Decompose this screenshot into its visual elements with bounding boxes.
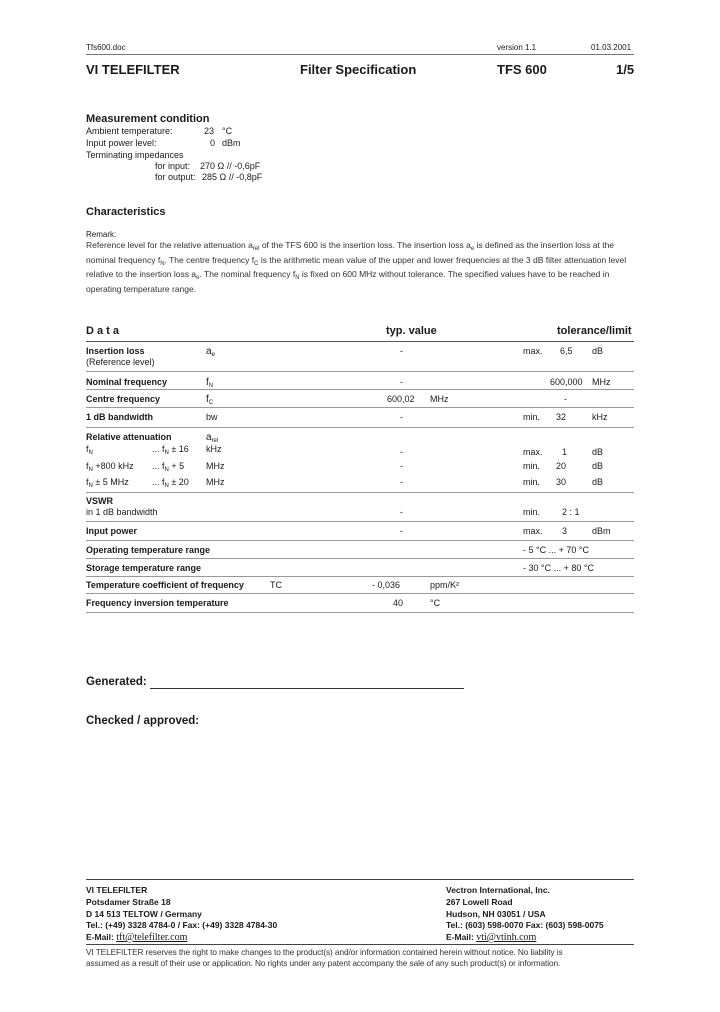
footer-left-city: D 14 513 TELTOW / Germany (86, 909, 202, 919)
ambient-value: 23 (204, 126, 215, 136)
impedance-label: Terminating impedances (86, 150, 184, 160)
rel-row-1-tol-unit: dB (592, 447, 604, 457)
rel-row-3-tol-prefix: min. (523, 477, 541, 487)
generated-label: Generated: (86, 676, 147, 688)
relative-attenuation-symbol: $a_{rel}$ (206, 432, 219, 444)
disclaimer-line-1: VI TELEFILTER reserves the right to make changes to the product(s) and/or information contained herein without notice. No liability is (86, 947, 563, 957)
centre-frequency-label: Centre frequency (86, 394, 161, 404)
footer-rule-2 (86, 944, 634, 945)
row-rule (86, 407, 634, 408)
row-rule (86, 521, 634, 522)
input-power-label: Input power (86, 526, 137, 536)
footer-left-name: VI TELEFILTER (86, 885, 148, 895)
vswr-typ: - (400, 507, 403, 517)
doc-version: version 1.1 (497, 43, 537, 52)
input-power-tol-unit: dBm (592, 526, 611, 536)
rel-row-2-from: $f_N +800$ kHz (86, 461, 134, 473)
rel-row-3-typ: - (400, 477, 403, 487)
footer-right-city: Hudson, NH 03051 / USA (446, 909, 546, 919)
rel-row-3-unit: MHz (206, 477, 225, 487)
bandwidth-symbol: bw (206, 412, 218, 422)
table-header-rule (86, 341, 634, 342)
rel-row-2-tol-unit: dB (592, 461, 604, 471)
output-label: for output: (155, 172, 196, 182)
bandwidth-typ: - (400, 412, 403, 422)
footer-left-street: Potsdamer Straße 18 (86, 897, 171, 907)
doc-date: 01.03.2001 (591, 43, 632, 52)
vswr-label: VSWR (86, 496, 113, 506)
vswr-tol-value: 2 : 1 (562, 507, 580, 517)
row-rule (86, 427, 634, 428)
vswr-sub-label: in 1 dB bandwidth (86, 507, 158, 517)
inversion-temp-unit: °C (430, 598, 441, 608)
col-data-header: D a t a (86, 325, 120, 337)
insertion-loss-label: Insertion loss (86, 346, 145, 356)
centre-frequency-symbol: $f_C$ (206, 394, 214, 406)
product-code: TFS 600 (497, 62, 547, 77)
row-rule (86, 492, 634, 493)
insertion-loss-typ: - (400, 346, 403, 356)
row-rule (86, 389, 634, 390)
power-unit: dBm (222, 138, 241, 148)
ambient-unit: °C (222, 126, 233, 136)
vswr-tol-prefix: min. (523, 507, 541, 517)
power-label: Input power level: (86, 138, 157, 148)
input-power-tol-prefix: max. (523, 526, 543, 536)
footer-right-email-row: E-Mail: vti@vtinh.com (446, 932, 537, 943)
output-value: 285 Ω // -0,8pF (202, 172, 263, 182)
footer-right-street: 267 Lowell Road (446, 897, 513, 907)
nominal-frequency-tol-unit: MHz (592, 377, 611, 387)
remark-label: Remark: (86, 230, 117, 239)
footer-right-phone: Tel.: (603) 598-0070 Fax: (603) 598-0075 (446, 920, 604, 930)
page-number: 1/5 (616, 62, 635, 77)
rel-row-1-tol-value: 1 (562, 447, 568, 457)
generated-signature-line[interactable] (150, 688, 464, 689)
inversion-temp-label: Frequency inversion temperature (86, 598, 229, 608)
bandwidth-tol-unit: kHz (592, 412, 608, 422)
col-tol-header: tolerance/limit (557, 325, 632, 337)
disclaimer-line-2: assumed as a result of their use or application. No rights under any patent accompany the sale of any such product(s) or information. (86, 958, 561, 968)
input-label: for input: (155, 161, 191, 171)
footer-right-name: Vectron International, Inc. (446, 885, 550, 895)
bandwidth-tol-value: 32 (556, 412, 567, 422)
row-rule (86, 558, 634, 559)
row-rule (86, 540, 634, 541)
nominal-frequency-typ: - (400, 377, 403, 387)
rel-row-1-unit: kHz (206, 444, 222, 454)
rel-row-2-unit: MHz (206, 461, 225, 471)
rel-row-3-tol-unit: dB (592, 477, 604, 487)
centre-frequency-typ: 600,02 (387, 394, 415, 404)
insertion-loss-symbol: $a_e$ (206, 346, 215, 358)
storage-temp-range: - 30 °C ... + 80 °C (523, 563, 594, 573)
inversion-temp-typ: 40 (393, 598, 404, 608)
checked-label: Checked / approved: (86, 715, 200, 727)
temp-coefficient-symbol: TC (270, 580, 282, 590)
rel-row-2-tol-value: 20 (556, 461, 567, 471)
insertion-loss-tol-prefix: max. (523, 346, 543, 356)
rel-row-2-tol-prefix: min. (523, 461, 541, 471)
footer-left-email-link[interactable]: tft@telefilter.com (116, 932, 188, 943)
storage-temp-label: Storage temperature range (86, 563, 202, 573)
doc-filename: Tfs600.doc (86, 43, 126, 52)
nominal-frequency-tol-value: 600,000 (550, 377, 583, 387)
input-power-tol-value: 3 (562, 526, 568, 536)
insertion-loss-tol-unit: dB (592, 346, 604, 356)
temp-coefficient-label: Temperature coefficient of frequency (86, 580, 244, 590)
temp-coefficient-unit: ppm/K² (430, 580, 460, 590)
centre-frequency-typ-unit: MHz (430, 394, 449, 404)
rel-row-3-from: $f_N \pm 5$ MHz (86, 477, 129, 489)
footer-right-email-link[interactable]: vti@vtinh.com (476, 932, 537, 943)
rel-row-1-to: ... $f_N \pm 16$ (152, 444, 189, 456)
remark-paragraph: Reference level for the relative attenuation $a_{rel}$ of the TFS 600 is the insertion loss. The insertion loss $a_e$ is defined as the insertion loss at the nominal frequency $f_N$. The centre frequency $f_C$ is the arithmetic mean value of the upper and lower frequencies at the 3 dB filter attenuation level relative to the insertion loss $a_e$. The nominal frequency $f_N$ is fixed on 600 MHz without tolerance. The specified values have to be reached in operating temperature range. (86, 240, 627, 294)
nominal-frequency-symbol: $f_N$ (206, 377, 214, 389)
reference-level-label: (Reference level) (86, 357, 155, 367)
page-title: Filter Specification (300, 62, 417, 77)
input-value: 270 Ω // -0,6pF (200, 161, 261, 171)
bandwidth-tol-prefix: min. (523, 412, 541, 422)
rel-row-2-to: ... $f_N + 5$ (152, 461, 185, 473)
input-power-typ: - (400, 526, 403, 536)
row-rule (86, 612, 634, 613)
bandwidth-label: 1 dB bandwidth (86, 412, 153, 422)
col-typ-header: typ. value (386, 325, 437, 337)
footer-left-phone: Tel.: (+49) 3328 4784-0 / Fax: (+49) 3328 4784-30 (86, 920, 278, 930)
insertion-loss-tol-value: 6,5 (560, 346, 573, 356)
row-rule (86, 576, 634, 577)
row-rule (86, 371, 634, 372)
footer-left-email-row: E-Mail: tft@telefilter.com (86, 932, 188, 943)
centre-frequency-tol-value: - (564, 394, 567, 404)
temp-coefficient-typ: - 0,036 (372, 580, 401, 590)
ambient-label: Ambient temperature: (86, 126, 173, 136)
rel-row-1-tol-prefix: max. (523, 447, 543, 457)
operating-temp-label: Operating temperature range (86, 545, 211, 555)
characteristics-heading: Characteristics (86, 206, 166, 218)
rel-row-3-tol-value: 30 (556, 477, 567, 487)
rel-row-1-from: $f_N$ (86, 444, 93, 456)
rel-row-3-to: ... $f_N \pm 20$ (152, 477, 189, 489)
rel-row-1-typ: - (400, 447, 403, 457)
footer-rule (86, 879, 634, 880)
row-rule (86, 593, 634, 594)
rel-row-2-typ: - (400, 461, 403, 471)
header-rule (86, 54, 634, 55)
power-value: 0 (210, 138, 216, 148)
measurement-heading: Measurement condition (86, 113, 210, 125)
company-name: VI TELEFILTER (86, 62, 180, 77)
relative-attenuation-label: Relative attenuation (86, 432, 172, 442)
nominal-frequency-label: Nominal frequency (86, 377, 168, 387)
operating-temp-range: - 5 °C ... + 70 °C (523, 545, 589, 555)
